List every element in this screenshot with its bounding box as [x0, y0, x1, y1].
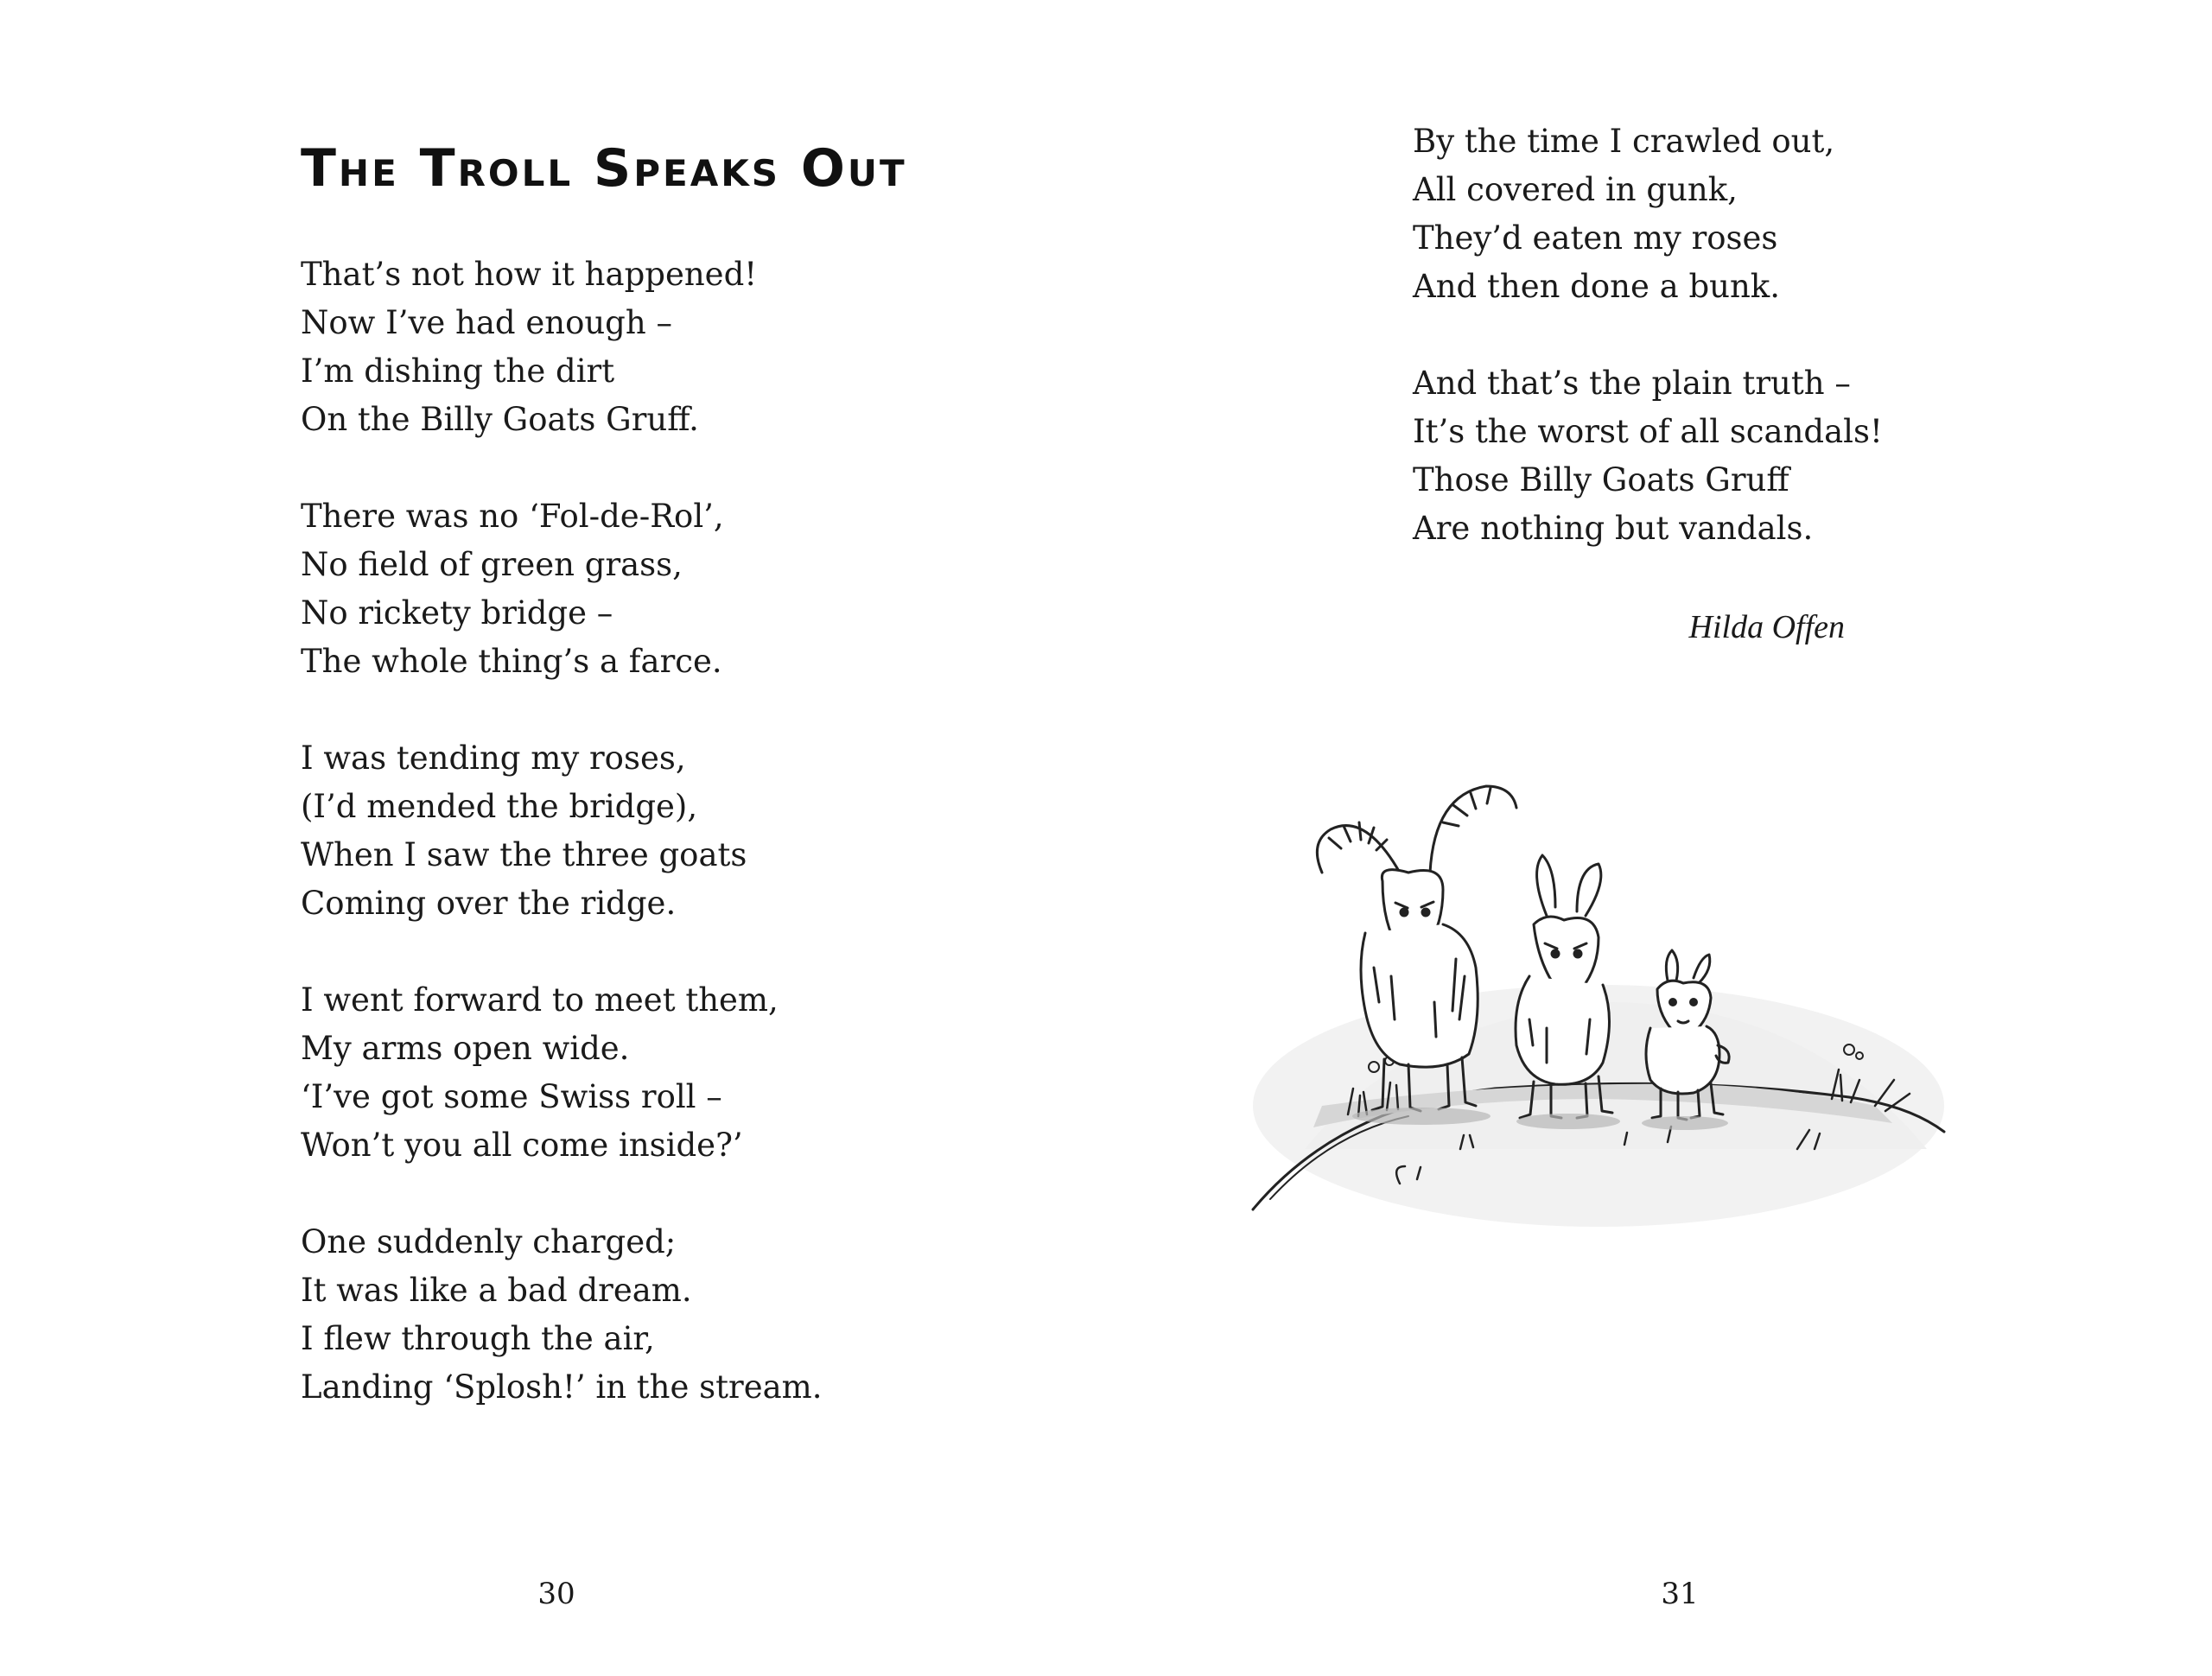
poem-line: I’m dishing the dirt: [301, 352, 615, 390]
page-number-right: 31: [1661, 1577, 1699, 1611]
poem-line: It was like a bad dream.: [301, 1272, 692, 1309]
stanza: [301, 251, 823, 444]
page-number-left: 30: [537, 1577, 575, 1611]
poem-line: All covered in gunk,: [1413, 171, 1738, 208]
poem-line: One suddenly charged;: [301, 1223, 677, 1260]
poem-line: I went forward to meet them,: [301, 981, 779, 1019]
stanza: [301, 734, 823, 928]
poem-line: On the Billy Goats Gruff.: [301, 401, 699, 438]
stanza: [301, 1218, 823, 1412]
author-credit: Hilda Offen: [1688, 609, 1845, 645]
poem-line: And that’s the plain truth –: [1413, 365, 1851, 402]
poem-line: It’s the worst of all scandals!: [1413, 413, 1883, 450]
stanza: [301, 976, 823, 1170]
right-poem-column: [1413, 117, 1883, 601]
poem-line: That’s not how it happened!: [301, 256, 758, 293]
poem-line: No rickety bridge –: [301, 594, 613, 632]
poem-line: By the time I crawled out,: [1413, 123, 1835, 160]
poem-line: The whole thing’s a farce.: [301, 643, 722, 680]
poem-line: They’d eaten my roses: [1413, 219, 1778, 257]
poem-line: (I’d mended the bridge),: [301, 788, 698, 825]
poem-line: Those Billy Goats Gruff: [1413, 461, 1789, 498]
poem-line: No field of green grass,: [301, 546, 683, 583]
three-billy-goats-icon: [1236, 743, 1987, 1261]
poem-line: Are nothing but vandals.: [1413, 510, 1814, 547]
poem-line: I flew through the air,: [301, 1320, 655, 1357]
poem-title: The Troll Speaks Out: [301, 138, 907, 199]
poem-line: I was tending my roses,: [301, 740, 686, 777]
poem-line: And then done a bunk.: [1413, 268, 1780, 305]
left-poem-column: [301, 251, 823, 1460]
stanza: [1413, 359, 1883, 553]
poem-line: Coming over the ridge.: [301, 885, 677, 922]
poem-line: When I saw the three goats: [301, 836, 747, 873]
poem-line: Won’t you all come inside?’: [301, 1127, 743, 1164]
stanza: [301, 492, 823, 686]
poem-line: Now I’ve had enough –: [301, 304, 672, 341]
poem-line: There was no ‘Fol-de-Rol’,: [301, 498, 724, 535]
stanza: [1413, 117, 1883, 311]
poem-line: My arms open wide.: [301, 1030, 630, 1067]
poem-line: Landing ‘Splosh!’ in the stream.: [301, 1368, 823, 1406]
poem-line: ‘I’ve got some Swiss roll –: [301, 1078, 722, 1115]
